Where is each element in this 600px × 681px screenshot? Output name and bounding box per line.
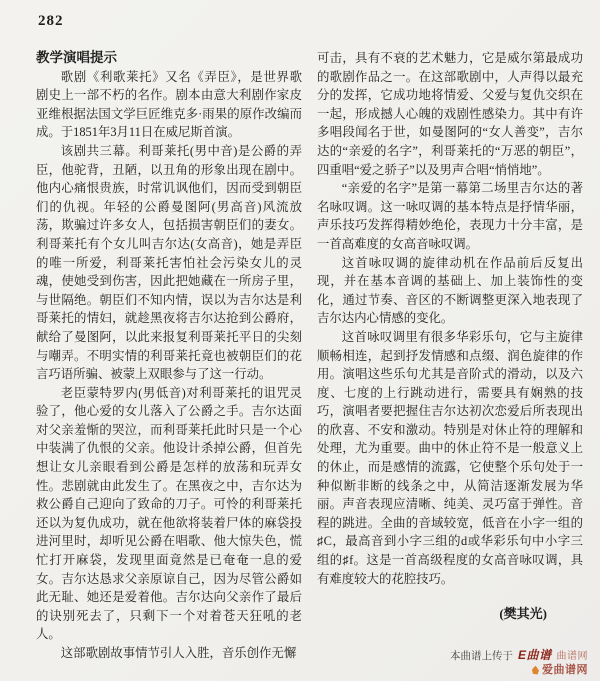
paragraph-melodic-motif: 这首咏叹调的旋律动机在作品前后反复出现，并在基本音调的基础上、加上装饰性的变化，通过节奏、音区的不断调整更深入地表现了吉尔达内心情感的变化。 bbox=[317, 255, 583, 326]
flame-logo-icon bbox=[532, 666, 539, 675]
watermark-site-name: 曲谱网 bbox=[556, 651, 588, 662]
paragraph-plot-tragedy: 老臣蒙特罗内(男低音)对利哥莱托的诅咒灵验了，他心爱的女儿落入了公爵之手。吉尔达面对父亲羞惭的哭泣，而利哥莱托此时只是一个心中装满了仇恨的父亲。他设计杀掉公爵，但首先想让女儿亲眼看到公爵是怎样的放荡和玩弄女性。悲剧就由此发生了。在黑夜之中，吉尔达为救公爵自己迎向了致命的刀子。可怜的利哥莱托还以为复仇成功，就在他欲将装着尸体的麻袋投进河里时，却听见公爵在唱歌、他大惊失色，慌忙打开麻袋，发现里面竟然是已奄奄一息的爱女。吉尔达恳求父亲原谅自己，因为尽管公爵如此无耻、她还是爱着他。吉尔达向父亲作了最后的诀别死去了，只剩下一个对着苍天狂吼的老人。 bbox=[36, 385, 302, 642]
paragraph-aria-introduction: “亲爱的名字”是第一幕第二场里吉尔达的著名咏叹调。这一咏叹调的基本特点是抒情华丽，声乐技巧发挥得精妙绝伦，表现力十分丰富，是一首高难度的女高音咏叹调。 bbox=[317, 181, 583, 251]
site-watermark bbox=[450, 649, 588, 676]
watermark-brand-name: 爱曲谱网 bbox=[542, 664, 588, 676]
section-heading: 教学演唱提示 bbox=[36, 50, 117, 65]
right-column bbox=[317, 49, 583, 663]
watermark-upload-line bbox=[450, 649, 588, 663]
paragraph-performance-technique: 这首咏叹调里有很多华彩乐句，它与主旋律顺畅相连，起到抒发情感和点缀、润色旋律的作用。演唱这些乐句尤其是音阶式的滑动，以及六度、七度的上行跳动进行，需要具有娴熟的技巧，演唱者要把握住吉尔达初次恋爱后所表现出的欣喜、不安和激动。特别是对休止符的理解和处理，尤为重要。曲中的休止符不是一般意义上的休止，而是感情的流露，它使整个乐句处于一种似断非断的线条之中，从简洁逐渐发展为华丽。声音表现应清晰、纯美、灵巧富于弹性。音程的跳进。全曲的音域较宽，低音在小字一组的♯C，最高音到小字三组的d或华彩乐句中小字三组的♯f。这是一首高级程度的女高音咏叹调，具有难度较大的花腔技巧。 bbox=[317, 329, 583, 586]
author-name: (樊其光) bbox=[499, 606, 547, 622]
watermark-logo-text: E曲谱 bbox=[517, 648, 552, 662]
watermark-brand-line bbox=[450, 664, 588, 676]
paragraph-music-comment-start: 这部歌剧故事情节引人入胜，音乐创作无懈 bbox=[60, 646, 297, 660]
two-column-text-block bbox=[36, 49, 583, 663]
paragraph-plot-act-summary: 该剧共三幕。利哥莱托(男中音)是公爵的弄臣，他驼背，丑陋，以丑角的形象出现在剧中。他内心痛恨贵族，时常讥讽他们，因而受到朝臣们的仇视。年轻的公爵曼图阿(男高音)风流放荡，欺骗过许多女人，包括损害朝臣们的妻女。利哥莱托有个女儿叫吉尔达(女高音)，她是弄臣的唯一所爱，利哥莱托害怕社会污染女儿的灵魂，使她受到伤害，因此把她藏在一所房子里，与世隔绝。朝臣们不知内情，误以为吉尔达是利哥莱托的情妇，就趁黑夜将吉尔达抢到公爵府，献给了曼图阿，以此来报复利哥莱托平日的尖刻与嘲弄。不明实情的利哥莱托竟也被朝臣们的花言巧语所骗、被蒙上双眼参与了这一行动。 bbox=[36, 143, 302, 382]
watermark-prefix-text: 本曲谱上传于 bbox=[449, 650, 513, 662]
paragraph-synopsis-intro: 歌剧《利歌莱托》又名《弄臣》，是世界歌剧史上一部不朽的名作。剧本由意大利剧作家皮亚维根据法国文学巨匠维克多·雨果的原作改编而成。于1851年3月11日在威尼斯首演。 bbox=[36, 69, 302, 140]
page-number: 282 bbox=[38, 13, 64, 29]
left-column bbox=[36, 49, 302, 663]
paragraph-music-comment-continued: 可击，具有不衰的艺术魅力，它是威尔第最成功的歌剧作品之一。在这部歌剧中，人声得以最充分的发挥，它成功地将情爱、父爱与复仇交织在一起，形成撼人心魄的戏剧性感染力。其中有许多唱段闻名于世，如曼图阿的“女人善变”，吉尔达的“亲爱的名字”，利哥莱托的“万恶的朝臣”，四重唱“爱之骄子”以及男声合唱“悄悄地”。 bbox=[317, 51, 583, 177]
